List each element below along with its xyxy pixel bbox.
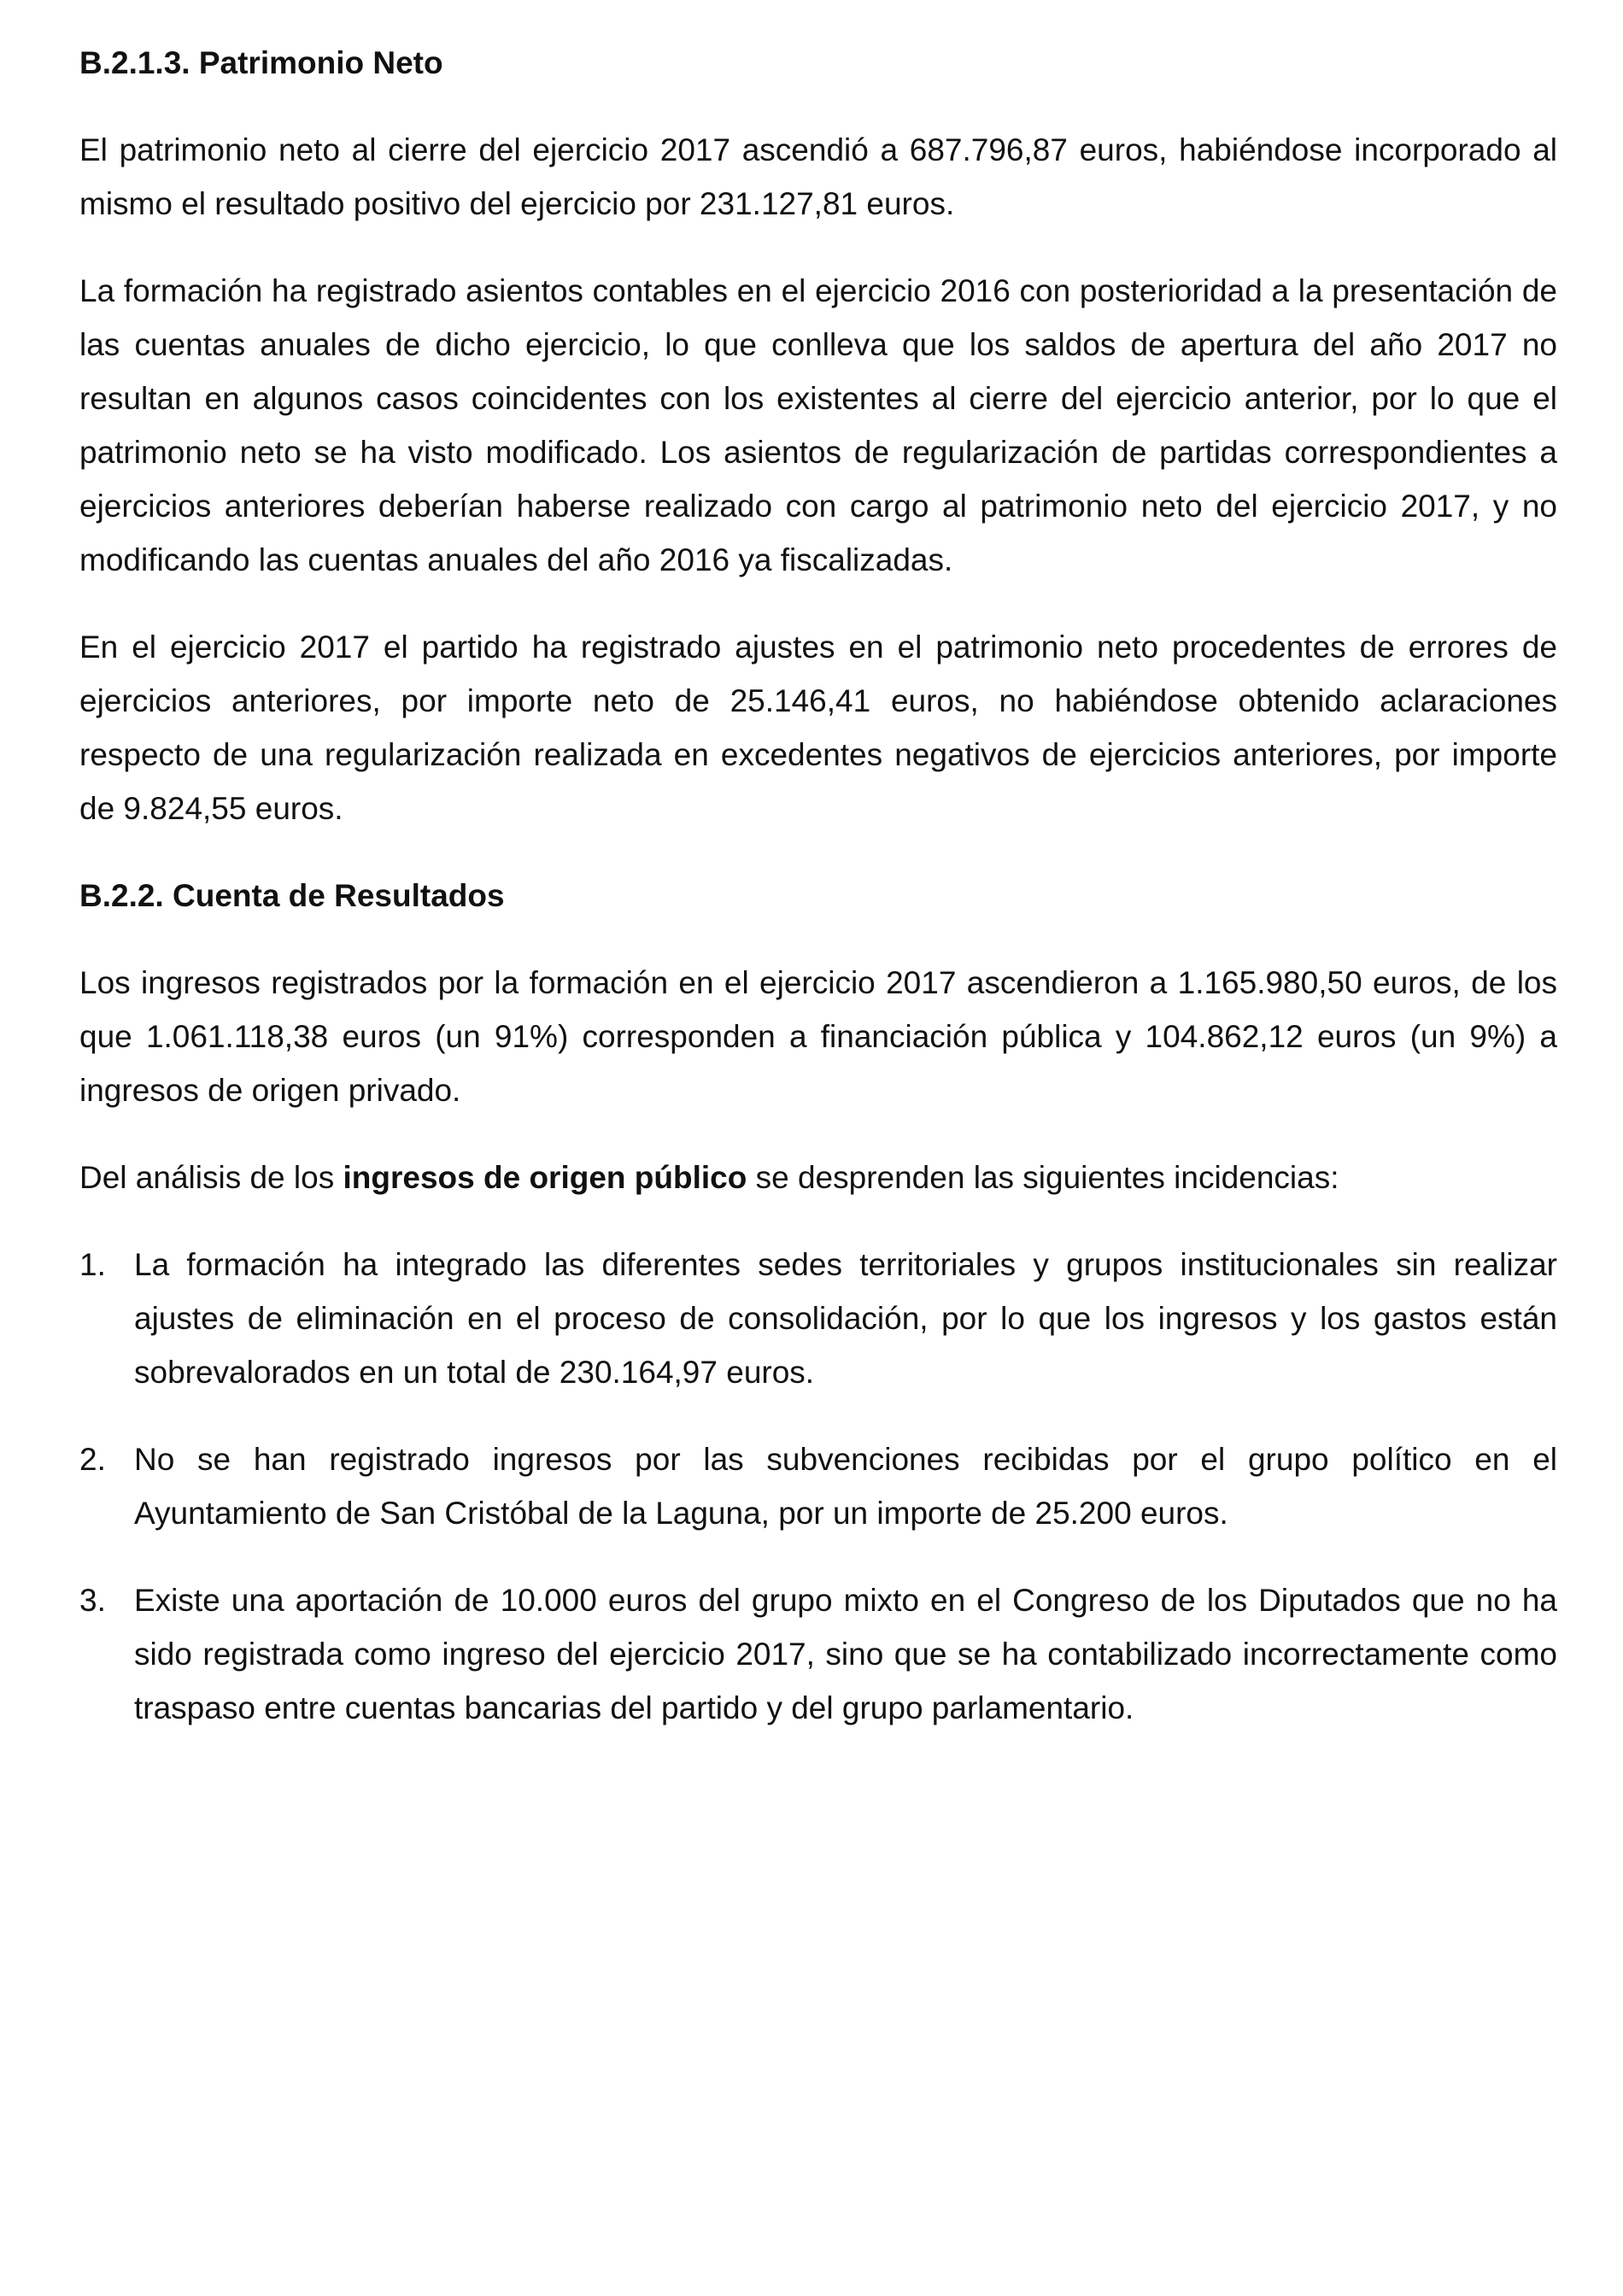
list-item-text: Existe una aportación de 10.000 euros del grupo mixto en el Congreso de los Diputados que no ha sido registrada como ingreso del ejercicio 2017, sino que se ha contabilizado incorrectamente como traspaso entre cuentas bancarias del partido y del grupo parlamentario. — [134, 1583, 1557, 1725]
list-item — [79, 1238, 1557, 1399]
paragraph-patrimonio-total: El patrimonio neto al cierre del ejercicio 2017 ascendió a 687.796,87 euros, habiéndose incorporado al mismo el resultado positivo del ejercicio por 231.127,81 euros. — [79, 132, 1557, 221]
list-item-text: La formación ha integrado las diferentes sedes territoriales y grupos institucionales sin realizar ajustes de eliminación en el proceso de consolidación, por lo que los ingresos y los gastos están sobrevalorados en un total de 230.164,97 euros. — [134, 1247, 1557, 1390]
incidencias-list — [79, 1238, 1557, 1735]
list-item-number: 3. — [79, 1583, 106, 1618]
paragraph-ajustes-patrimonio: En el ejercicio 2017 el partido ha registrado ajustes en el patrimonio neto procedentes de errores de ejercicios anteriores, por importe neto de 25.146,41 euros, no habiéndose obtenido aclaraciones respecto de una regularización realizada en excedentes negativos de ejercicios anteriores, por importe de 9.824,55 euros. — [79, 630, 1557, 826]
analysis-text-bold: ingresos de origen público — [343, 1160, 747, 1195]
list-item-number: 2. — [79, 1442, 106, 1477]
document-page — [79, 36, 1557, 1768]
paragraph-asientos-contables: La formación ha registrado asientos contables en el ejercicio 2016 con posterioridad a la presentación de las cuentas anuales de dicho ejercicio, lo que conlleva que los saldos de apertura del año 2017 no resultan en algunos casos coincidentes con los existentes al cierre del ejercicio anterior, por lo que el patrimonio neto se ha visto modificado. Los asientos de regularización de partidas correspondientes a ejercicios anteriores deberían haberse realizado con cargo al patrimonio neto del ejercicio 2017, y no modificando las cuentas anuales del año 2016 ya fiscalizadas. — [79, 273, 1557, 577]
list-item-text: No se han registrado ingresos por las subvenciones recibidas por el grupo político en el Ayuntamiento de San Cristóbal de la Laguna, por un importe de 25.200 euros. — [134, 1442, 1557, 1531]
list-item — [79, 1432, 1557, 1540]
list-item — [79, 1573, 1557, 1735]
analysis-text-after: se desprenden las siguientes incidencias: — [747, 1160, 1339, 1195]
section-heading-cuenta-resultados: B.2.2. Cuenta de Resultados — [79, 878, 505, 913]
analysis-text-before: Del análisis de los — [79, 1160, 343, 1195]
section-heading-patrimonio-neto: B.2.1.3. Patrimonio Neto — [79, 45, 443, 80]
list-item-number: 1. — [79, 1247, 106, 1282]
paragraph-analisis-ingresos — [79, 1151, 1557, 1204]
paragraph-ingresos-registrados: Los ingresos registrados por la formación en el ejercicio 2017 ascendieron a 1.165.980,50 euros, de los que 1.061.118,38 euros (un 91%) corresponden a financiación pública y 104.862,12 euros (un 9%) a ingresos de origen privado. — [79, 965, 1557, 1108]
